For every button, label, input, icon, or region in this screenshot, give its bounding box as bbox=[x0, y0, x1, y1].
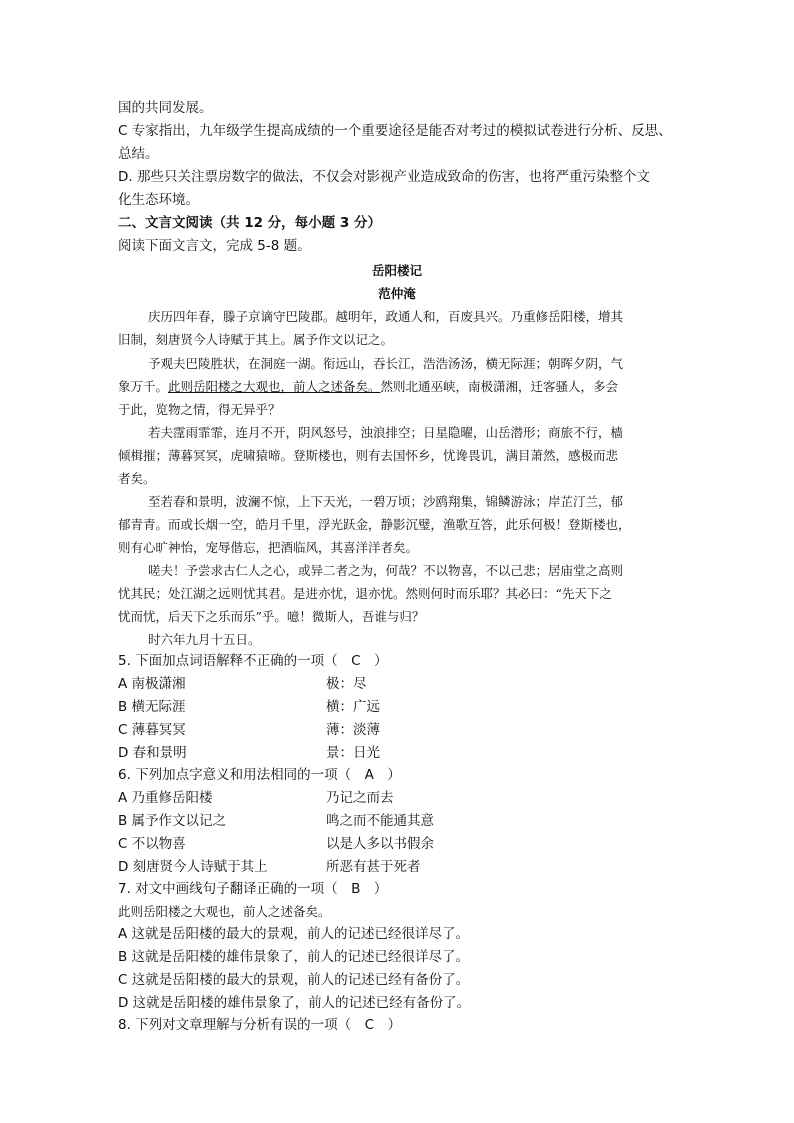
intro-line: 化生态环境。 bbox=[118, 192, 199, 208]
passage-line: 于此，览物之情，得无异乎？ bbox=[118, 402, 281, 417]
passage-line: 者矣。 bbox=[118, 471, 156, 486]
intro-line: D. 那些只关注票房数字的做法，不仅会对影视产业造成致命的伤害，也将严重污染整个文 bbox=[118, 169, 650, 185]
q6-gloss-a: 乃记之而去 bbox=[326, 790, 394, 806]
q6-option-d: D 刻唐贤今人诗赋于其上 bbox=[118, 859, 268, 875]
q5-option-c: C 薄暮冥冥 bbox=[118, 722, 186, 738]
passage-line: 予观夫巴陵胜状，在洞庭一湖。衔远山，吞长江，浩浩汤汤，横无际涯；朝晖夕阴，气 bbox=[148, 356, 624, 371]
q7-option-d: D 这就是岳阳楼的雄伟景象了，前人的记述已经有备份了。 bbox=[118, 995, 471, 1011]
question-5-stem: 5. 下面加点词语解释不正确的一项（ C ） bbox=[118, 653, 388, 669]
q5-option-b: B 横无际涯 bbox=[118, 699, 186, 715]
q7-option-b: B 这就是岳阳楼的雄伟景象了，前人的记述已经很详尽了。 bbox=[118, 949, 470, 965]
underlined-sentence: 此则岳阳楼之大观也，前人之述备矣。 bbox=[168, 379, 381, 394]
q6-gloss-b: 鸣之而不能通其意 bbox=[326, 813, 434, 829]
passage-title: 岳阳楼记 bbox=[371, 263, 422, 278]
q5-option-a: A 南极潇湘 bbox=[118, 676, 186, 692]
passage-line bbox=[118, 378, 618, 396]
q5-gloss-d: 景：日光 bbox=[326, 745, 380, 761]
passage-line: 时六年九月十五日。 bbox=[148, 632, 261, 647]
passage-line: 旧制，刻唐贤今人诗赋于其上。属予作文以记之。 bbox=[118, 332, 394, 347]
intro-line: 总结。 bbox=[118, 146, 159, 162]
intro-line: 国的共同发展。 bbox=[118, 100, 213, 116]
section-heading: 二、文言文阅读（共 12 分，每小题 3 分） bbox=[118, 215, 381, 231]
passage-line: 则有心旷神怡，宠辱偕忘，把酒临风，其喜洋洋者矣。 bbox=[118, 540, 419, 555]
q6-gloss-d: 所恶有甚于死者 bbox=[326, 859, 421, 875]
q5-gloss-b: 横：广远 bbox=[326, 699, 380, 715]
passage-line: 忧其民；处江湖之远则忧其君。是进亦忧，退亦忧。然则何时而乐耶？其必曰：“先天下之 bbox=[118, 586, 612, 601]
q6-option-c: C 不以物喜 bbox=[118, 836, 186, 852]
passage-line: 倾楫摧；薄暮冥冥，虎啸猿啼。登斯楼也，则有去国怀乡，忧谗畏讥，满目萧然，感极而悲 bbox=[118, 448, 619, 463]
q5-gloss-a: 极：尽 bbox=[326, 676, 367, 692]
passage-segment: 象万千。 bbox=[118, 379, 169, 394]
passage-line: 嗟夫！予尝求古仁人之心，或异二者之为，何哉？不以物喜，不以己悲；居庙堂之高则 bbox=[148, 563, 624, 578]
q5-option-d: D 春和景明 bbox=[118, 745, 187, 761]
q6-gloss-c: 以是人多以书假余 bbox=[326, 836, 434, 852]
passage-author: 范仲淹 bbox=[378, 286, 416, 301]
q7-quote: 此则岳阳楼之大观也，前人之述备矣。 bbox=[118, 904, 331, 919]
question-8-stem: 8. 下列对文章理解与分析有误的一项（ C ） bbox=[118, 1017, 402, 1033]
passage-line: 郁青青。而或长烟一空，皓月千里，浮光跃金，静影沉璧，渔歌互答，此乐何极！登斯楼也， bbox=[118, 517, 631, 532]
q6-option-a: A 乃重修岳阳楼 bbox=[118, 790, 213, 806]
passage-segment: 然则北通巫峡，南极潇湘，迁客骚人，多会 bbox=[380, 379, 619, 394]
q7-option-a: A 这就是岳阳楼的最大的景观，前人的记述已经很详尽了。 bbox=[118, 926, 470, 942]
section-instruction: 阅读下面文言文，完成 5-8 题。 bbox=[118, 238, 311, 254]
q7-option-c: C 这就是岳阳楼的最大的景观，前人的记述已经有备份了。 bbox=[118, 972, 470, 988]
passage-line: 庆历四年春，滕子京谪守巴陵郡。越明年，政通人和，百废具兴。乃重修岳阳楼，增其 bbox=[148, 309, 624, 324]
question-7-stem: 7. 对文中画线句子翻译正确的一项（ B ） bbox=[118, 881, 388, 897]
intro-line: C 专家指出，九年级学生提高成绩的一个重要途径是能否对考过的模拟试卷进行分析、反思、 bbox=[118, 123, 672, 139]
passage-line: 忧而忧，后天下之乐而乐”乎。噫！微斯人，吾谁与归？ bbox=[118, 609, 425, 624]
passage-line: 至若春和景明，波澜不惊，上下天光，一碧万顷；沙鸥翔集，锦鳞游泳；岸芷汀兰，郁 bbox=[148, 494, 624, 509]
q6-option-b: B 属予作文以记之 bbox=[118, 813, 227, 829]
q5-gloss-c: 薄：淡薄 bbox=[326, 722, 380, 738]
question-6-stem: 6. 下列加点字意义和用法相同的一项（ A ） bbox=[118, 767, 401, 783]
passage-line: 若夫霪雨霏霏，连月不开，阴风怒号，浊浪排空；日星隐曜，山岳潜形；商旅不行，樯 bbox=[148, 425, 624, 440]
